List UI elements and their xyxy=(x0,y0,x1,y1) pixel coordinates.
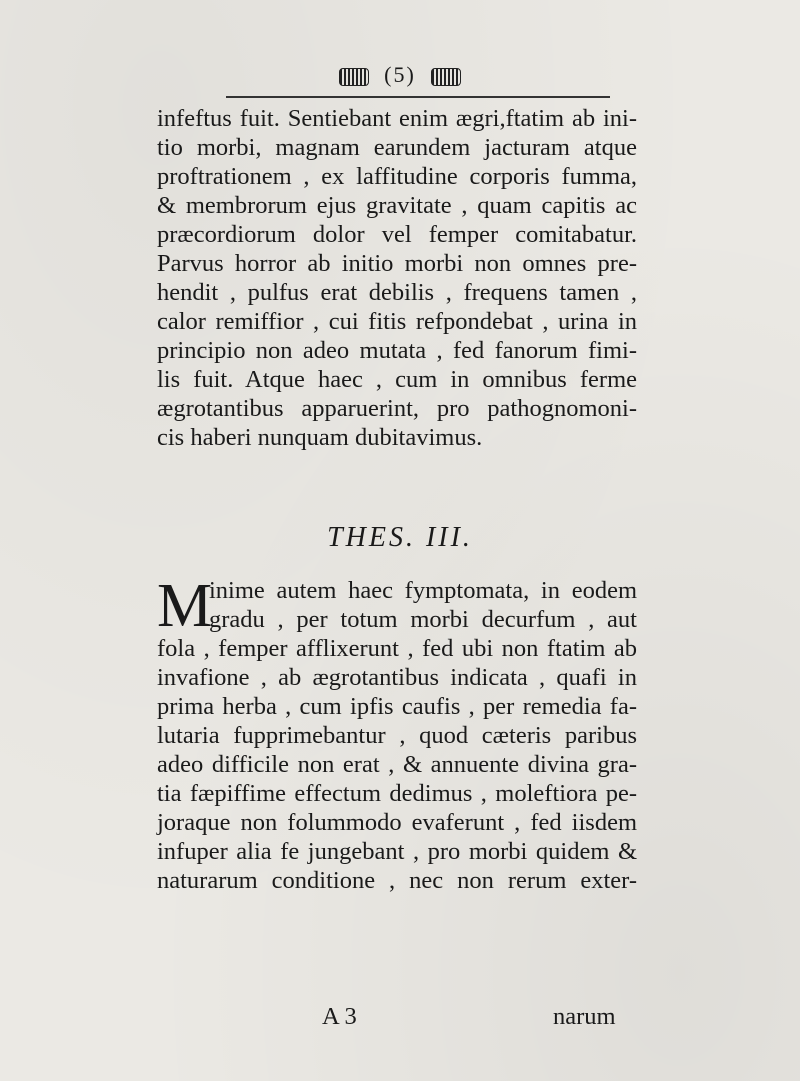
text-line: fola , femper afflixerunt , fed ubi non ftatim ab xyxy=(157,635,637,662)
text-line: lis fuit. Atque haec , cum in omnibus ferme xyxy=(157,366,637,393)
paragraph-1 xyxy=(157,104,637,452)
text-line: infuper alia fe jungebant , pro morbi quidem & xyxy=(157,838,637,865)
text-line: hendit , pulfus erat debilis , frequens tamen , xyxy=(157,279,637,306)
text-line: calor remiffior , cui fitis refpondebat , urina in xyxy=(157,308,637,335)
drop-cap: M xyxy=(157,572,213,640)
text-line: naturarum conditione , nec non rerum exter- xyxy=(157,867,637,894)
text-line: infeftus fuit. Sentiebant enim ægri,ftatim ab ini- xyxy=(157,105,637,132)
thesis-heading: THES. III. xyxy=(327,522,473,553)
text-line: principio non adeo mutata , fed fanorum fimi- xyxy=(157,337,637,364)
text-line: proftrationem , ex laffitudine corporis fumma, xyxy=(157,163,637,190)
catchword: narum xyxy=(553,1003,616,1030)
text-line: invafione , ab ægrotantibus indicata , quafi in xyxy=(157,664,637,691)
text-line: prima herba , cum ipfis caufis , per remedia fa- xyxy=(157,693,637,720)
signature-mark: A 3 xyxy=(322,1003,357,1030)
ornament-left-icon xyxy=(339,68,369,86)
running-head xyxy=(0,62,800,88)
text-line: cis haberi nunquam dubitavimus. xyxy=(157,424,483,451)
text-line: adeo difficile non erat , & annuente divina gra- xyxy=(157,751,637,778)
text-line: inime autem haec fymptomata, in eodem xyxy=(209,577,637,604)
text-line: ægrotantibus apparuerint, pro pathognomoni- xyxy=(157,395,637,422)
ornament-right-icon xyxy=(431,68,461,86)
text-line: gradu , per totum morbi decurfum , aut xyxy=(209,606,637,633)
text-line: tio morbi, magnam earundem jacturam atque xyxy=(157,134,637,161)
text-line: præcordiorum dolor vel femper comitabatur. xyxy=(157,221,637,248)
text-line: Parvus horror ab initio morbi non omnes pre- xyxy=(157,250,637,277)
page-number: (5) xyxy=(384,62,416,87)
header-rule xyxy=(226,96,610,98)
paragraph-2 xyxy=(157,572,637,895)
text-line: lutaria fupprimebantur , quod cæteris paribus xyxy=(157,722,637,749)
text-line: joraque non folummodo evaferunt , fed iisdem xyxy=(157,809,637,836)
text-line: tia fæpiffime effectum dedimus , moleftiora pe- xyxy=(157,780,637,807)
text-line: & membrorum ejus gravitate , quam capitis ac xyxy=(157,192,637,219)
